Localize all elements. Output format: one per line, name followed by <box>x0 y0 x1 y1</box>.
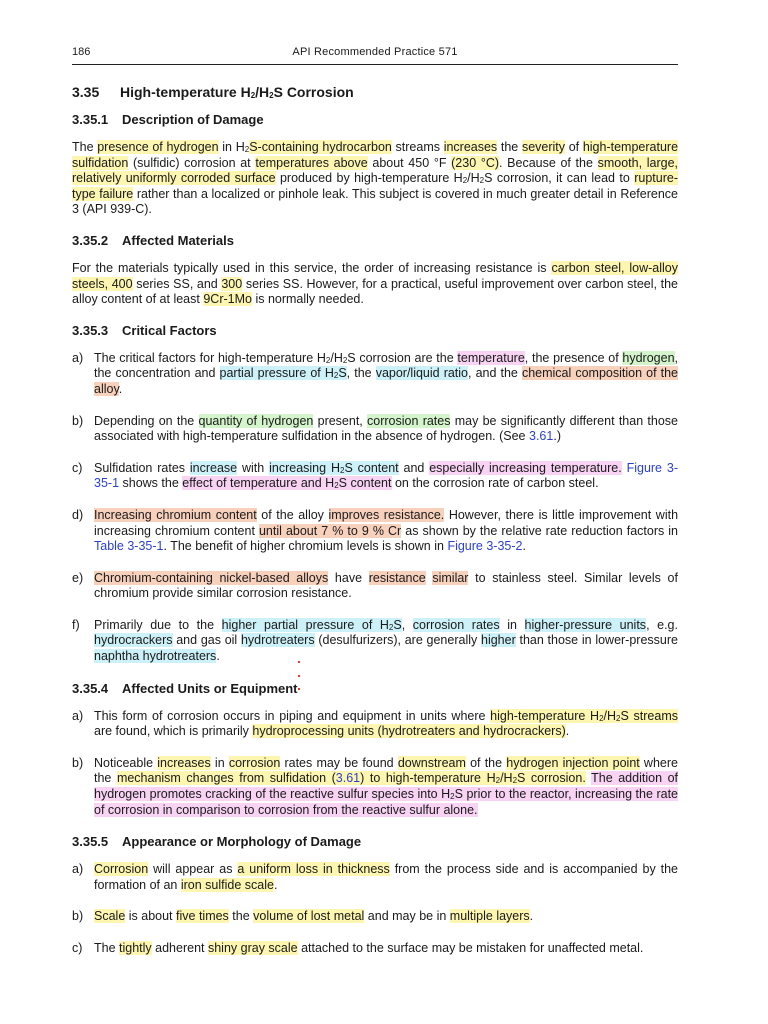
highlight: especially increasing temperature. <box>429 460 622 475</box>
highlight: five times <box>176 909 229 924</box>
page-header <box>72 44 678 65</box>
highlight: corrosion rates <box>412 617 500 632</box>
highlight: Increasing chromium content <box>94 507 257 522</box>
subsection-heading <box>72 834 678 849</box>
section-link[interactable]: 3.61 <box>529 429 554 444</box>
highlight: (230 °C) <box>451 155 500 170</box>
appearance-list <box>72 862 678 956</box>
highlight: Corrosion <box>94 862 149 877</box>
section-title: /H <box>255 84 270 100</box>
highlight: resistance <box>368 570 426 585</box>
annotation-mark <box>298 661 302 691</box>
list-item: a) The critical factors for high-temperature $H_2/H_2S$ corrosion are the temperature, the presence of hydrogen, the concentration and partial pressure of $H_2S$, the vapor/liquid ratio, and the chemical composition of the alloy. <box>72 350 679 396</box>
subsection-number: 3.35.3 <box>72 322 109 338</box>
figure-link[interactable]: Figure 3-35-1 <box>94 460 678 491</box>
highlight: hydroprocessing units (hydrotreaters and hydrocrackers) <box>252 724 566 739</box>
list-item: b) Noticeable increases in corrosion rates may be found downstream of the hydrogen injection point where the mechanism changes from sulfidation (3.61) to high-temperature $H_2/H_2S$ corrosion. The addition of hydrogen promotes cracking of the reactive sulfur species into $H_2S$ prior to the reactor, increasing the rate of corrosion in comparison to corrosion from the reactive sulfur alone. <box>72 755 679 817</box>
highlight: a uniform loss in thickness <box>237 862 390 877</box>
highlight: hydrogen <box>622 350 675 365</box>
highlight: temperatures above <box>255 155 368 170</box>
list-item: d) Increasing chromium content of the alloy improves resistance. However, there is little improvement with increasing chromium content until about 7 % to 9 % Cr as shown by the relative rate reduction factors in Table 3-35-1. The benefit of higher chromium levels is shown in Figure 3-35-2. <box>72 507 679 554</box>
list-item: b) Depending on the quantity of hydrogen present, corrosion rates may be significantly different than those associated with high-temperature sulfidation in the absence of hydrogen. (See 3.61.) <box>72 413 678 444</box>
highlight: 9Cr-1Mo <box>203 292 252 307</box>
subsection-number: 3.35.5 <box>72 834 109 850</box>
subsection-number: 3.35.4 <box>72 680 109 696</box>
subsection-heading <box>72 112 678 127</box>
highlight: high-temperature sulfidation <box>72 140 679 170</box>
subscript: 2 <box>250 91 256 100</box>
section-heading <box>72 82 678 100</box>
list-item: f) Primarily due to the higher partial pressure of $H_2S$, corrosion rates in higher-pressure units, e.g. hydrocrackers and gas oil hydrotreaters (desulfurizers), are generally higher than those in lower-pressure naphtha hydrotreaters. <box>72 617 678 664</box>
highlight: similar <box>432 570 469 585</box>
highlight: tightly <box>119 941 152 955</box>
subsection-heading <box>72 323 678 338</box>
subsection-heading <box>72 233 678 248</box>
highlight: shiny gray scale <box>207 941 298 955</box>
highlight: Scale <box>94 909 126 924</box>
highlight: vapor/liquid ratio <box>375 366 469 381</box>
highlight: temperature <box>457 350 525 365</box>
highlight: high-temperature $H_2/H_2S$ streams <box>490 708 678 723</box>
section-title: High-temperature H <box>120 84 251 100</box>
list-item: e) Chromium-containing nickel-based alloys have resistance similar to stainless steel. Similar levels of chromium provide similar corrosion resistance. <box>72 570 678 601</box>
subsection-number: 3.35.1 <box>72 112 109 127</box>
section-number: 3.35 <box>72 84 100 100</box>
highlight: naphtha hydrotreaters <box>94 649 217 664</box>
highlight: presence of hydrogen <box>97 140 219 154</box>
subsection-title: Description of Damage <box>122 112 264 127</box>
highlight: effect of temperature and $H_2S$ content <box>182 476 392 491</box>
highlight: corrosion <box>228 755 281 770</box>
highlight: higher-pressure units <box>524 617 647 632</box>
highlight: increases <box>443 140 498 154</box>
document-body <box>72 82 678 973</box>
subsection-title: Appearance or Morphology of Damage <box>122 834 362 850</box>
affected-units-list <box>72 709 678 819</box>
subsection-number: 3.35.2 <box>72 232 109 248</box>
critical-factors-list <box>72 351 678 665</box>
highlight: iron sulfide scale <box>180 877 274 892</box>
subsection-heading <box>72 681 678 696</box>
highlight: hydrogen injection point <box>506 755 640 770</box>
highlight: partial pressure of $H_2S$ <box>219 366 347 381</box>
highlight: multiple layers <box>449 909 530 924</box>
highlight: severity <box>521 140 566 154</box>
list-item: a) This form of corrosion occurs in piping and equipment in units where high-temperature $H_2/H_2S$ streams are found, which is primarily hydroprocessing units (hydrotreaters and hydrocrackers). <box>72 708 678 739</box>
highlight: carbon steel, low-alloy steels, 400 <box>72 260 678 291</box>
subscript: 2 <box>269 91 274 100</box>
subsection-title: Affected Units or Equipment <box>122 680 298 696</box>
list-item: a) Corrosion will appear as a uniform loss in thickness from the process side and is accompanied by the formation of an iron sulfide scale. <box>72 862 678 892</box>
highlight: higher partial pressure of $H_2S$ <box>221 617 402 632</box>
list-item: b) Scale is about five times the volume of lost metal and may be in multiple layers. <box>72 909 534 924</box>
highlight: Chromium-containing nickel-based alloys <box>94 570 329 585</box>
highlight: 300 <box>221 276 243 291</box>
highlight: corrosion rates <box>367 413 451 428</box>
figure-link[interactable]: Figure 3-35-2 <box>447 539 523 554</box>
list-item: c) The tightly adherent shiny gray scale attached to the surface may be mistaken for unaffected metal. <box>72 941 644 955</box>
subsection-title: Affected Materials <box>122 232 234 248</box>
running-title: API Recommended Practice 571 <box>292 46 458 58</box>
highlight: quantity of hydrogen <box>198 413 314 428</box>
highlight: rupture-type failure <box>72 171 678 201</box>
highlight: increasing $H_2S$ content <box>269 460 399 475</box>
table-link[interactable]: Table 3-35-1 <box>94 539 164 554</box>
section-title: S Corrosion <box>273 84 354 100</box>
highlight: volume of lost metal <box>253 909 365 924</box>
highlight: until about 7 % to 9 % Cr <box>258 523 402 538</box>
highlight: chemical composition of the alloy <box>94 366 679 396</box>
section-link[interactable]: 3.61 <box>335 771 361 786</box>
page-number: 186 <box>72 46 91 58</box>
subsection-title: Critical Factors <box>122 322 217 338</box>
highlight: downstream <box>397 755 466 770</box>
highlight: S-containing hydrocarbon <box>249 140 392 154</box>
highlight: smooth, large, relatively uniformly corroded surface <box>72 155 678 186</box>
highlight: higher <box>481 633 516 648</box>
highlight: increase <box>189 460 238 475</box>
highlight: The addition of hydrogen promotes cracking of the reactive sulfur species into $H_2S$ prior to the reactor, increasing the rate of corrosion in comparison to corrosion from the reactive sulfur alone. <box>94 771 679 817</box>
highlight: hydrocrackers <box>94 633 173 648</box>
highlight: mechanism changes from sulfidation (3.61) to high-temperature $H_2/H_2S$ corrosion. <box>116 771 586 786</box>
description-paragraph: The presence of hydrogen in $H_2S$-containing hydrocarbon streams increases the severity of high-temperature sulfidation (sulfidic) corrosion at temperatures above about 450 °F (230 °C). Because of the smooth, large, relatively uniformly corroded surface produced by high-temperature $H_2/H_2S$ corrosion, it can lead to rupture-type failure rather than a localized or pinhole leak. This subject is covered in much greater detail in Reference 3 (API 939-C). <box>72 140 679 217</box>
materials-paragraph: For the materials typically used in this service, the order of increasing resistance is carbon steel, low-alloy steels, 400 series SS, and 300 series SS. However, for a practical, useful improvement over carbon steel, the alloy content of at least 9Cr-1Mo is normally needed. <box>72 260 678 307</box>
highlight: increases <box>157 755 211 770</box>
list-item: c) Sulfidation rates increase with increasing $H_2S$ content and especially increasing temperature. Figure 3-35-1 shows the effect of temperature and $H_2S$ content on the corrosion rate of carbon steel. <box>72 460 678 491</box>
highlight: hydrotreaters <box>240 633 315 648</box>
highlight: improves resistance. <box>328 507 445 522</box>
